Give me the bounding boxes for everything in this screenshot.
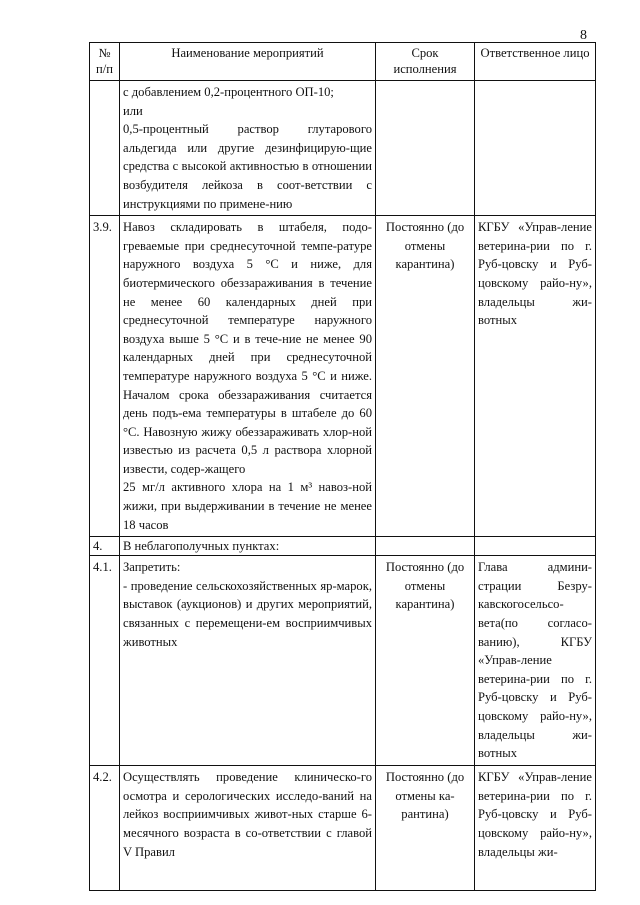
table-header-row xyxy=(90,43,596,81)
measure-line: 0,5-процентный раствор глутарового альдегида или другие дезинфицирую-щие средства с высокой активностью в отношении возбудителя лейкоза в соот-ветствии с инструкциями по примене-нию xyxy=(123,122,372,211)
row-number: 3.9. xyxy=(90,216,120,537)
page-number: 8 xyxy=(580,28,587,43)
measure-line: Навоз складировать в штабеля, подо-греваемые при среднесуточной темпе-ратуре наружного воздуха 5 °С и ниже, для биотермического обеззараживания в течение не менее 60 календарных дней при среднесуточной температуре наружного воздуха выше 5 °С и в тече-ние не менее 90 календарных дней при среднесуточной температуре наружного воздуха 5 °С и ниже. Началом срока обеззараживания считается день подъ-ема температуры в штабеле до 60 °С. Навозную жижу обеззараживать хлор-ной известью из расчета 0,5 л раствора хлорной извести, содер-жащего xyxy=(123,220,372,476)
measure-line: 25 мг/л активного хлора на 1 м³ навоз-ной жижи, при выдерживании в течение не менее 18 часов xyxy=(123,480,372,532)
measure-line: - проведение сельскохозяйственных яр-марок, выставок (аукционов) и других мероприятий, связанных с перемещени-ем восприимчивых животных xyxy=(123,578,372,649)
measure-line: или xyxy=(123,103,143,118)
row-number: 4.2. xyxy=(90,766,120,891)
measure-name xyxy=(120,537,376,556)
measure-responsible: КГБУ «Управ-ление ветерина-рии по г. Руб-цовску и Руб-цовскому райо-ну», владельцы жи- xyxy=(475,766,596,891)
measures-table xyxy=(89,42,596,891)
measure-responsible: КГБУ «Управ-ление ветерина-рии по г. Руб-цовску и Руб-цовскому райо-ну», владельцы жи-вотных xyxy=(475,216,596,537)
measure-line: В неблагополучных пунктах: xyxy=(123,539,280,554)
header-resp: Ответственное лицо xyxy=(475,43,596,81)
measure-responsible xyxy=(475,81,596,216)
measure-responsible: Глава админи-страции Безру-кавскогосельсо-вета(по согласо-ванию), КГБУ «Управ-ление ветерина-рии по г. Руб-цовску и Руб-цовскому райо-ну», владельцы жи-вотных xyxy=(475,556,596,766)
table-row xyxy=(90,216,596,537)
measure-name xyxy=(120,766,376,891)
measure-name xyxy=(120,81,376,216)
row-number: 4. xyxy=(90,537,120,556)
measure-term: Постоянно (до отмены ка-рантина) xyxy=(376,766,475,891)
measure-responsible xyxy=(475,537,596,556)
measure-term xyxy=(376,81,475,216)
measure-line: Осуществлять проведение клиническо-го осмотра и серологических исследо-ваний на лейкоз восприимчивых живот-ных старше 6-месячного возраста в со-ответствии с главой V Правил xyxy=(123,770,372,859)
header-num: № п/п xyxy=(90,43,120,81)
measure-term: Постоянно (до отмены карантина) xyxy=(376,216,475,537)
table-row xyxy=(90,537,596,556)
table-row xyxy=(90,81,596,216)
measure-term xyxy=(376,537,475,556)
row-number xyxy=(90,81,120,216)
row-number: 4.1. xyxy=(90,556,120,766)
measure-term: Постоянно (до отмены карантина) xyxy=(376,556,475,766)
measure-line: Запретить: xyxy=(123,560,181,575)
table-row xyxy=(90,766,596,891)
header-term: Срок исполнения xyxy=(376,43,475,81)
header-name: Наименование мероприятий xyxy=(120,43,376,81)
measure-line: с добавлением 0,2-процентного ОП-10; xyxy=(123,85,334,99)
table-row xyxy=(90,556,596,766)
measure-name xyxy=(120,556,376,766)
measure-name xyxy=(120,216,376,537)
